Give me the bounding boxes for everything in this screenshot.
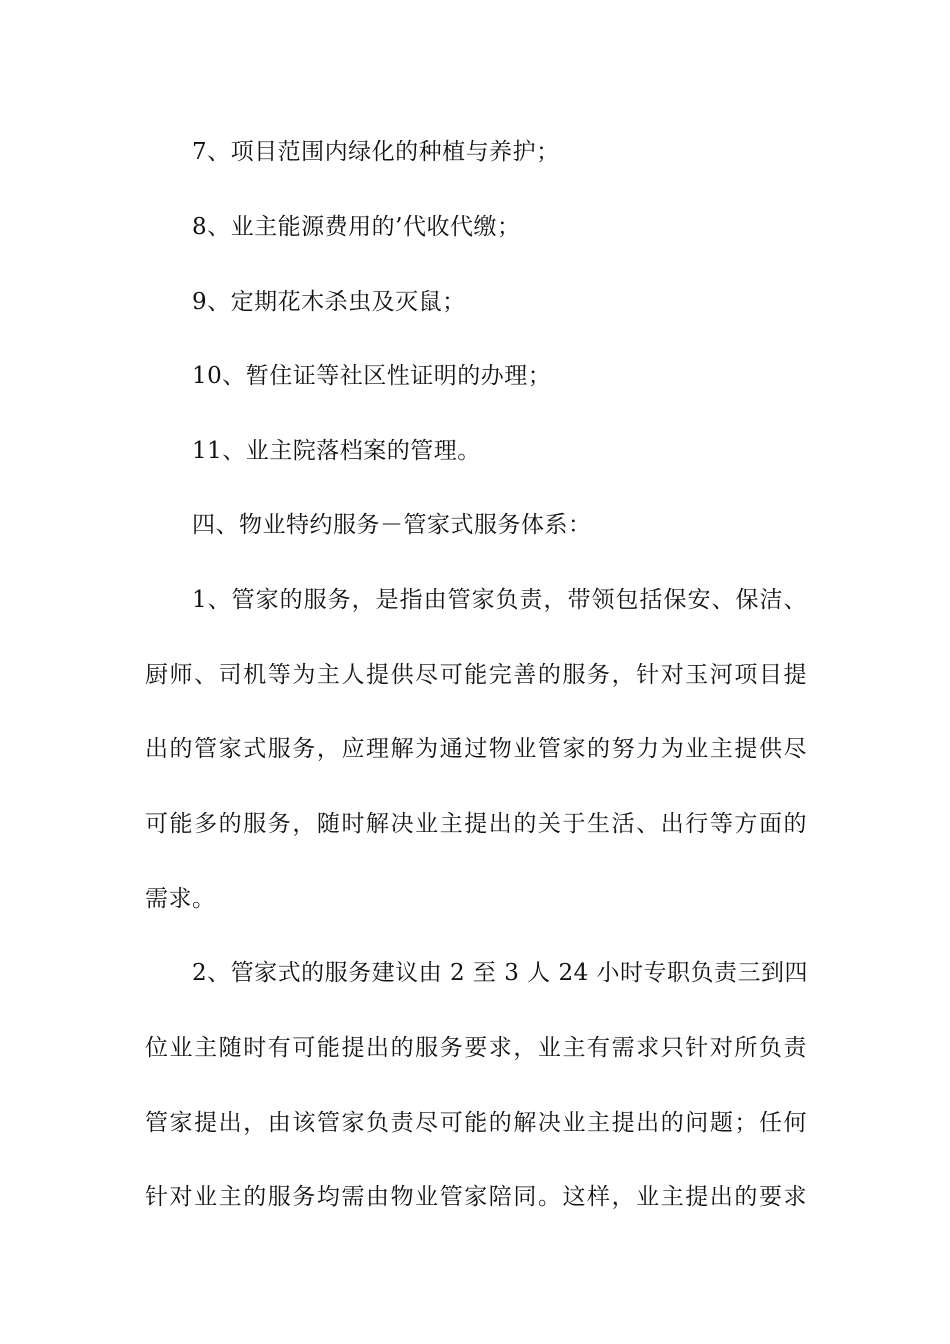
paragraph2-line: 位业主随时有可能提出的服务要求，业主有需求只针对所负责 [145, 1035, 807, 1061]
list-item-10: 10、暂住证等社区性证明的办理； [192, 363, 552, 389]
section-heading: 四、物业特约服务－管家式服务体系： [192, 512, 592, 538]
paragraph1-line: 需求。 [145, 886, 216, 912]
list-item-9: 9、定期花木杀虫及灭鼠； [192, 289, 466, 315]
paragraph1-line: 1、管家的服务，是指由管家负责，带领包括保安、保洁、 [192, 587, 807, 613]
list-item-7: 7、项目范围内绿化的种植与养护； [192, 139, 560, 165]
paragraph1-line: 可能多的服务，随时解决业主提出的关于生活、出行等方面的 [145, 811, 807, 837]
paragraph2-line: 针对业主的服务均需由物业管家陪同。这样，业主提出的要求 [145, 1184, 807, 1210]
paragraph2-line: 管家提出，由该管家负责尽可能的解决业主提出的问题；任何 [145, 1110, 807, 1136]
paragraph1-line: 厨师、司机等为主人提供尽可能完善的服务，针对玉河项目提 [145, 662, 807, 688]
list-item-11: 11、业主院落档案的管理。 [192, 438, 481, 464]
paragraph1-line: 出的管家式服务，应理解为通过物业管家的努力为业主提供尽 [145, 736, 807, 762]
paragraph2-line: 2、管家式的服务建议由 2 至 3 人 24 小时专职负责三到四 [192, 960, 809, 986]
list-item-8: 8、业主能源费用的’代收代缴； [192, 214, 521, 240]
